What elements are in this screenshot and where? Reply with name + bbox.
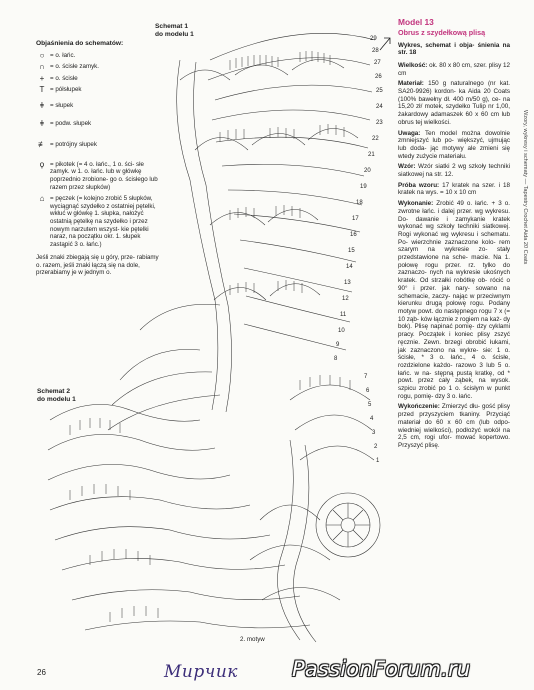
treble-crochet-icon: ǂ xyxy=(39,118,45,128)
legend xyxy=(36,40,162,277)
schemat-2-label xyxy=(37,388,76,403)
row-number: 5 xyxy=(368,402,372,408)
material-paragraph xyxy=(398,80,510,126)
legend-text: = potrójny słupek xyxy=(50,141,97,149)
single-crochet-icon: + xyxy=(39,73,45,83)
side-strip xyxy=(518,110,532,580)
row-number: 17 xyxy=(352,216,359,222)
row-number: 10 xyxy=(338,328,345,334)
note-paragraph xyxy=(398,130,510,161)
row-number: 24 xyxy=(376,104,383,110)
legend-text: = pikotek (= 4 o. łańc., 1 o. ści- słe zamyk. w 1. o. łańc. lub w główkę poprzednio zrobione- go o. ścisłego lub razem przez słupków) xyxy=(50,160,158,191)
triple-treble-icon: ≢ xyxy=(38,140,46,150)
row-number: 29 xyxy=(370,36,377,42)
turn-arrow-icon xyxy=(380,38,390,50)
bobble-icon: ⌂ xyxy=(39,194,45,204)
row-numbers xyxy=(334,36,383,464)
double-crochet-icon: ǂ xyxy=(39,100,45,110)
row-number: 20 xyxy=(364,168,371,174)
instructions-column xyxy=(398,18,510,453)
pattern-paragraph xyxy=(398,163,510,178)
note-label: Uwaga: xyxy=(398,129,421,137)
legend-item xyxy=(36,120,162,128)
note-text: Ten model można dowolnie zmniejszyć lub po- większyć, ujmując lub doda- jąc motywy ale zmieni się wtedy zużycie materiału. xyxy=(398,129,510,160)
row-number: 15 xyxy=(348,248,355,254)
row-number: 9 xyxy=(336,342,340,348)
material-label: Materiał: xyxy=(398,80,424,88)
schemat-2-subtitle: do modelu 1 xyxy=(37,395,76,403)
gauge-paragraph xyxy=(398,182,510,197)
row-number: 6 xyxy=(366,388,370,394)
row-number: 26 xyxy=(375,74,382,80)
row-number: 21 xyxy=(368,152,375,158)
size-label: Wielkość: xyxy=(398,61,428,69)
schemat-2-title: Schemat 2 xyxy=(37,388,70,395)
slip-stitch-arch-icon: ∩ xyxy=(39,62,45,72)
row-number: 23 xyxy=(376,120,383,126)
legend-text: = o. łańc. xyxy=(50,51,76,59)
gauge-text: 17 kratek na szer. i 18 kratek na wys. = 10 x 10 cm xyxy=(398,181,510,197)
half-double-icon: T xyxy=(39,85,45,95)
row-number: 8 xyxy=(334,356,338,362)
row-number: 13 xyxy=(344,280,351,286)
row-number: 18 xyxy=(356,200,363,206)
schemat-1-label xyxy=(155,23,194,38)
pattern-text: Wzór siatki 2 wg szkoły techniki siatkowej na str. 12. xyxy=(398,163,510,179)
schemat-1-subtitle: do modelu 1 xyxy=(155,30,194,38)
execution-paragraph xyxy=(398,200,510,400)
row-number: 1 xyxy=(376,458,380,464)
row-number: 7 xyxy=(364,374,368,380)
legend-item xyxy=(36,86,162,94)
row-number: 22 xyxy=(372,136,379,142)
finishing-paragraph xyxy=(398,403,510,449)
legend-title: Objaśnienia do schematów: xyxy=(36,40,124,47)
row-number: 4 xyxy=(370,416,374,422)
chain-oval-icon: ○ xyxy=(39,50,45,60)
row-number: 28 xyxy=(372,48,379,54)
execution-text: Zrobić 49 o. łańc. + 3 o. zwrotne łańc. i dalej przer. wg wykresu. Do- dawanie i zamykanie kratek wykonać wg szkoły techniki siatkowej. Rogi wykonać wg wykresu i schematu. Po- wierzchnie zaznaczone kolo- rem szarym na wykresie zo- stały przedstawione na sche- macie. Na 1. połowę rogu przer. rz. tylko do zaznaczo- nych na wykresie ukośnych kratek. Od strzałki robótkę ob- rócić o 90° i przer. jak nary- sowano na schemacie, zaczy- nając w przeciwnym kierunku drugą połowę rogu. Podany motyw powt. do następnego rogu 7 x (= 10 ząb- ków łącznie z rogiem na każ- dy bok). Plisę napinać pomię- dzy cyklami pracy. Początek i koniec plisy zszyć ręcznie. Zewn. brzegi obrobić łukami, jak zaznaczono na wykre- sie: 1 o. ścisłe, * 3 o. łańc., 4 o. ścisłe, rozdzielone każdo- razowo 3 lub 5 o. łańc. w na- stępną pustą kratkę, od * powt. przez cały ząbek, na wysok. szpicu zrobić po 1 o. ścisłym w punkt rogu, pomię- dzy 3 o. łańc. xyxy=(398,200,511,400)
picot-icon: ϙ xyxy=(39,159,45,169)
legend-item xyxy=(36,195,162,248)
material-text: 150 g naturalnego (nr kat. SA20-9926) kordon- ka Aida 20 Coats (100% bawełny dł. 400 m/50 g), ce- na 15,20 zł/ motek, szydełko Tulip nr 1,00, żakardowy adamaszek 60 x 60 cm lub obrus tej wielkości. xyxy=(398,80,510,126)
size-paragraph xyxy=(398,62,510,77)
watermark: PassionForum.ru xyxy=(292,657,471,681)
legend-text: = pęczek (= kolejno zrobić 5 słupków, wyciągnąć szydełko z ostatniej pętelki, wkłuć w główkę 1. słupka, nałożyć ostatnią pętelkę na szydełko i przez nowym narzutem wszyst- kie pętelki naraz, na początku okr. 1. słupek zastąpić 3 o. łańc.) xyxy=(50,195,156,248)
row-number: 11 xyxy=(340,312,347,318)
row-number: 16 xyxy=(350,232,357,238)
legend-item xyxy=(36,161,162,191)
schemat-1-title: Schemat 1 xyxy=(155,23,188,30)
finishing-text: Zmierzyć dłu- gość plisy przed przyszyciem tkaniny. Przyciąć materiał do 60 x 60 cm (lub odpo- wiedniej wielkości), podłożyć wokół na 2,5 cm, rogi ufor- mować kopertowo. Przyszyć plisę. xyxy=(398,403,510,449)
legend-note: Jeśli znaki zbiegają się u góry, prze- rabiamy o. razem, jeśli znaki łączą się na dole, przerabiamy je w jednym o. xyxy=(36,254,159,277)
size-text: ok. 80 x 80 cm, szer. plisy 12 cm xyxy=(398,61,510,77)
legend-item xyxy=(36,52,162,60)
row-number: 25 xyxy=(376,88,383,94)
signature: Мирчик xyxy=(164,662,238,682)
legend-text: = słupek xyxy=(50,101,74,109)
legend-text: = o. ścisłe zamyk. xyxy=(50,63,99,71)
legend-item xyxy=(36,141,162,149)
execution-label: Wykonanie: xyxy=(398,200,434,208)
side-strip-text: Wzory, wykresy i schematy — Tapestry Crochet Aida 20 Coats xyxy=(522,110,528,265)
legend-item xyxy=(36,75,162,83)
finishing-label: Wykończenie: xyxy=(398,403,440,411)
row-number: 27 xyxy=(374,60,381,66)
page-number: 26 xyxy=(37,668,46,677)
row-number: 19 xyxy=(360,184,367,190)
legend-text: = podw. słupek xyxy=(50,119,92,127)
legend-text: = półsłupek xyxy=(50,86,82,94)
row-number: 14 xyxy=(346,264,353,270)
motif-label: 2. motyw xyxy=(240,636,265,643)
model-subtitle: Obrus z szydełkową plisą xyxy=(398,27,486,37)
row-number: 3 xyxy=(372,430,376,436)
intro-line: Wykres, schemat i obja- śnienia na str. 18 xyxy=(398,41,510,57)
row-number: 12 xyxy=(342,296,349,302)
model-title: Model 13 xyxy=(398,17,434,27)
legend-item xyxy=(36,102,162,110)
gauge-label: Próba wzoru: xyxy=(398,181,440,189)
legend-item xyxy=(36,63,162,71)
row-number: 2 xyxy=(374,444,378,450)
pattern-label: Wzór: xyxy=(398,163,416,171)
legend-text: = o. ścisłe xyxy=(50,74,78,82)
